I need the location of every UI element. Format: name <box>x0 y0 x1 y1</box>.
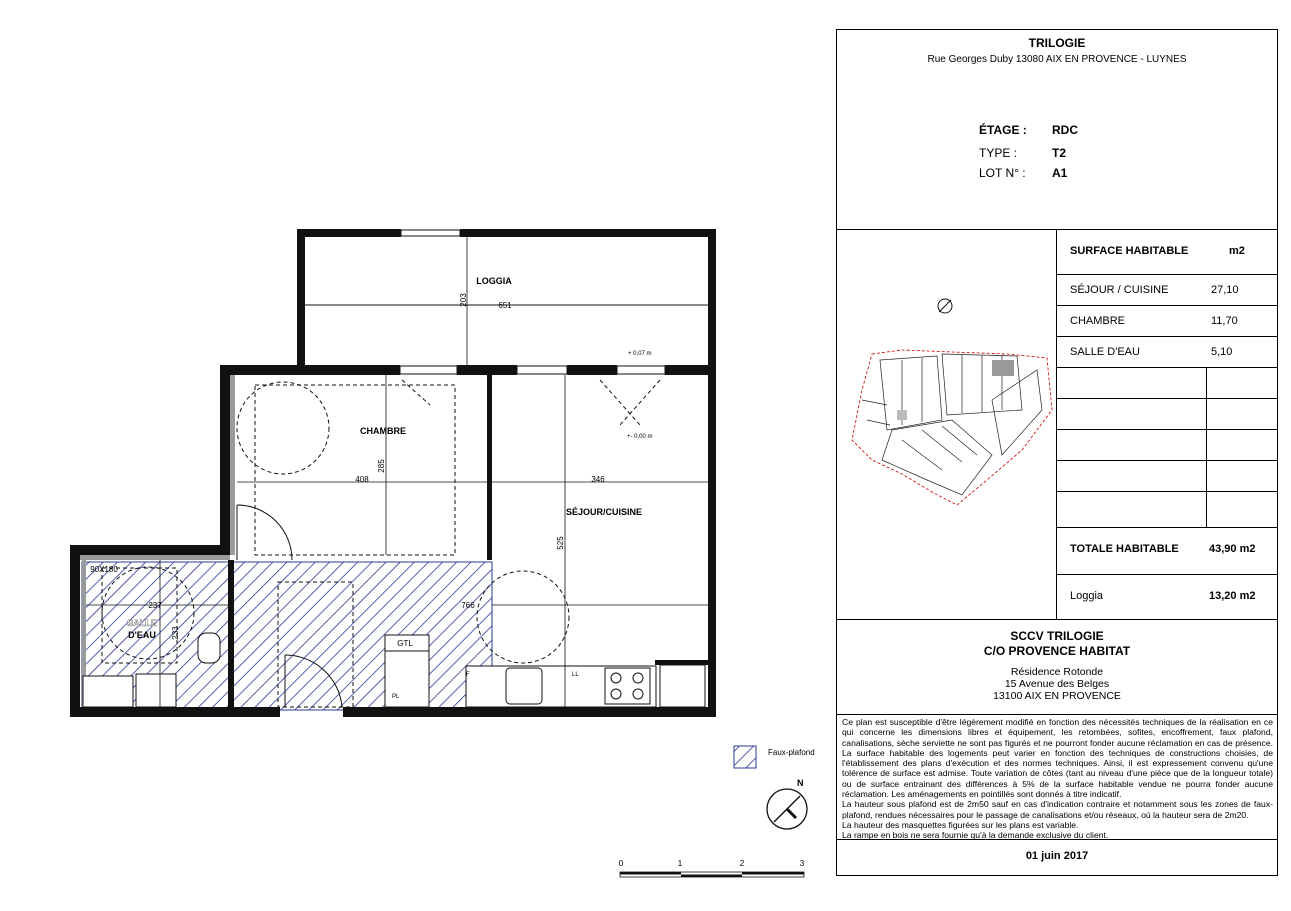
surface-row-empty <box>1057 461 1278 492</box>
surface-header-label: SURFACE HABITABLE <box>1070 245 1189 257</box>
surface-value: 11,70 <box>1211 315 1238 327</box>
developer-address-1: Résidence Rotonde <box>1010 666 1104 678</box>
title-block <box>836 29 1278 876</box>
surface-label: SÉJOUR / CUISINE <box>1070 284 1169 296</box>
floor-value: RDC <box>1052 123 1078 137</box>
lot-value: A1 <box>1052 166 1068 180</box>
total-value: 43,90 m2 <box>1209 543 1256 555</box>
site-plan <box>842 280 1057 540</box>
room-label-loggia: LOGGIA <box>476 276 512 286</box>
surface-value: 5,10 <box>1211 346 1233 358</box>
surface-value: 27,10 <box>1211 284 1239 296</box>
level-loggia: + 0,07 m <box>628 351 652 357</box>
scale-bar <box>620 872 804 877</box>
scale-1: 1 <box>677 859 683 868</box>
disclaimer-paragraph: Ce plan est susceptible d'être légèrement modifié en fonction des nécessités techniques de la réalisation en ce qui concerne les dimensions libres et équipement, les retombées, sofites, encoffrement, faux plafond, canalisations, sèche serviette ne sont pas figurés et ne pourront fonder aucune réclamation en cas de présence. La surface habitable des logements peut varier en fonction des techniques de constructions choisies, de l'établissement des plans d'exécution et des normes techniques. Ainsi, il est expressement convenu qu'une tolérence de surface est admise. Toute variation de côtes (tant au niveau d'une pièce que de la longueur totale) ou de surface entrainant des différences à 5% de la surface habitable vendue ne pourra fonder aucune réclamation. Les aménagements en pointillés sont donnés à titre indicatif. <box>842 717 1273 800</box>
dim-233: 233 <box>171 626 180 640</box>
room-label-chambre: CHAMBRE <box>360 426 406 436</box>
washing-label: LL <box>572 672 579 678</box>
north-label: N <box>797 778 804 788</box>
surface-row <box>1057 306 1278 337</box>
surface-label: SALLE D'EAU <box>1070 346 1140 358</box>
room-label-sejour: SÉJOUR/CUISINE <box>565 507 643 517</box>
north-arrow-icon <box>767 789 807 829</box>
legend-swatch <box>734 746 756 768</box>
scale-2: 2 <box>739 859 745 868</box>
surface-header-unit: m2 <box>1229 245 1245 257</box>
dim-408: 408 <box>355 475 369 484</box>
dim-525: 525 <box>556 536 565 550</box>
disclaimer-paragraph: La hauteur des masquettes figurées sur les plans est variable. <box>842 819 1079 830</box>
dim-766: 766 <box>461 601 475 610</box>
developer-contact: C/O PROVENCE HABITAT <box>983 644 1131 658</box>
loggia-row <box>1057 575 1278 620</box>
shower-size: 90X180 <box>90 565 118 574</box>
type-value: T2 <box>1052 146 1067 160</box>
loggia-value: 13,20 m2 <box>1209 590 1256 602</box>
dim-285: 285 <box>377 459 386 473</box>
dim-651: 651 <box>498 301 512 310</box>
developer-block <box>837 620 1277 715</box>
disclaimer-paragraph: La rampe en bois ne sera fournie qu'à la demande exclusive du client. <box>842 830 1109 841</box>
project-name: TRILOGIE <box>1028 36 1086 50</box>
title-header <box>837 30 1277 230</box>
surface-row-empty <box>1057 430 1278 461</box>
scale-3: 3 <box>799 859 805 868</box>
room-label-salle-2: D'EAU <box>128 630 156 640</box>
surface-total-row <box>1057 528 1278 575</box>
lot-label: LOT N° : <box>979 166 1026 180</box>
surface-row <box>1057 275 1278 306</box>
surface-section <box>837 230 1277 620</box>
developer-address-2: 15 Avenue des Belges <box>1004 678 1110 690</box>
plan-date: 01 juin 2017 <box>1025 850 1089 862</box>
surface-label: CHAMBRE <box>1070 315 1126 327</box>
dim-203: 203 <box>459 293 468 307</box>
pl-label: PL <box>392 694 400 700</box>
surface-row-empty <box>1057 399 1278 430</box>
gtl-label: GTL <box>397 639 413 648</box>
level-sejour: +- 0,00 m <box>627 434 653 440</box>
surface-row-empty <box>1057 492 1278 528</box>
legend-label: Faux-plafond <box>768 748 815 757</box>
disclaimer-paragraph: La hauteur sous plafond est de 2m50 sauf en cas d'indication contraire et notamment sous les zones de faux-plafond, rendues nécessaires pour le passage de canalisations et/ou réseaux, où la hauteur sera de 2m20. <box>842 799 1273 820</box>
developer-name: SCCV TRILOGIE <box>1010 629 1104 643</box>
loggia-label: Loggia <box>1070 590 1104 602</box>
surface-row-empty <box>1057 368 1278 399</box>
fridge-label: F <box>466 672 470 678</box>
developer-address-3: 13100 AIX EN PROVENCE <box>993 690 1121 702</box>
surface-row <box>1057 337 1278 368</box>
dim-237: 237 <box>148 601 162 610</box>
floor-label: ÉTAGE : <box>979 123 1027 137</box>
site-compass-icon <box>938 299 952 313</box>
type-label: TYPE : <box>979 146 1018 160</box>
project-address: Rue Georges Duby 13080 AIX EN PROVENCE - LUYNES <box>927 54 1187 65</box>
total-label: TOTALE HABITABLE <box>1070 543 1179 555</box>
disclaimer-text <box>842 717 1273 841</box>
scale-0: 0 <box>618 859 624 868</box>
room-label-salle-1: SALLE <box>127 618 157 628</box>
disclaimer-block <box>837 715 1277 840</box>
dim-346: 346 <box>591 475 605 484</box>
